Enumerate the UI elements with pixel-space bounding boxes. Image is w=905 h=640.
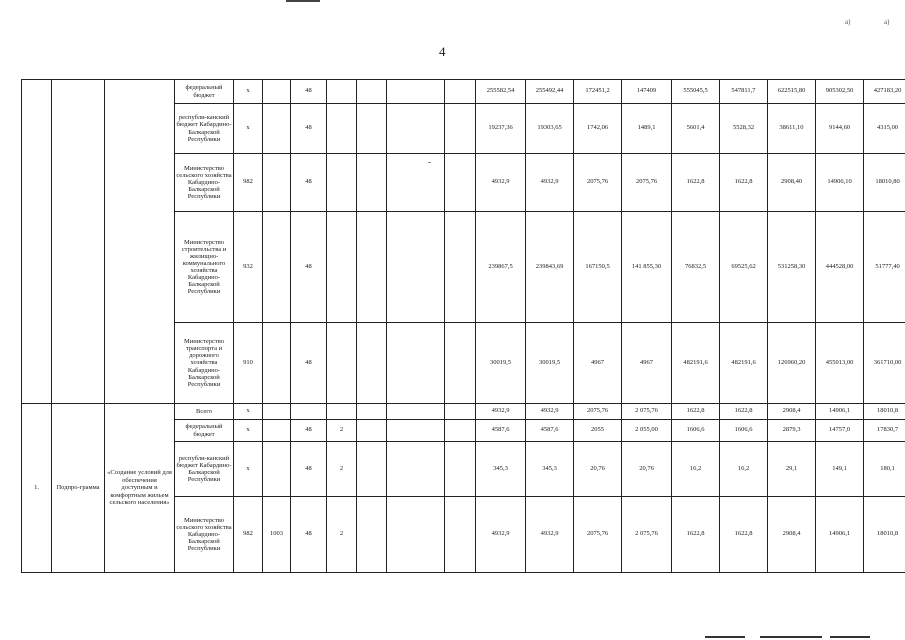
subcode-cell bbox=[263, 323, 291, 404]
section-cell: 48 bbox=[291, 80, 327, 104]
section-cell: 48 bbox=[291, 154, 327, 212]
code-cell: x bbox=[234, 80, 263, 104]
value-cell: 180,1 bbox=[864, 442, 905, 497]
corner-mark: a) bbox=[884, 18, 890, 26]
funding-source-label: республи-канский бюджет Кабардино-Балкарской Республики bbox=[175, 104, 234, 154]
value-cell: 4587,6 bbox=[476, 420, 526, 442]
value-cell: 1606,6 bbox=[672, 420, 720, 442]
code-cell: 910 bbox=[234, 323, 263, 404]
value-cell: 4932,9 bbox=[476, 154, 526, 212]
value-cell: 4587,6 bbox=[526, 420, 574, 442]
value-cell: 482191,6 bbox=[672, 323, 720, 404]
empty-cell bbox=[357, 104, 387, 154]
empty-cell bbox=[445, 420, 476, 442]
item-cell bbox=[327, 104, 357, 154]
item-cell bbox=[327, 404, 357, 420]
empty-cell bbox=[357, 323, 387, 404]
subcode-cell bbox=[263, 154, 291, 212]
empty-cell bbox=[387, 154, 445, 212]
value-cell: 2055 bbox=[574, 420, 622, 442]
value-cell: 1606,6 bbox=[720, 420, 768, 442]
value-cell: 141 855,30 bbox=[622, 212, 672, 323]
scan-artifact bbox=[760, 636, 822, 638]
subcode-cell: 1003 bbox=[263, 497, 291, 573]
value-cell: 17830,7 bbox=[864, 420, 905, 442]
item-cell bbox=[327, 323, 357, 404]
value-cell: 2 055,00 bbox=[622, 420, 672, 442]
item-cell: 2 bbox=[327, 442, 357, 497]
value-cell: 18010,8 bbox=[864, 497, 905, 573]
section-cell bbox=[291, 404, 327, 420]
value-cell: 555045,5 bbox=[672, 80, 720, 104]
empty-cell bbox=[357, 212, 387, 323]
value-cell: 345,3 bbox=[526, 442, 574, 497]
funding-source-label: федеральный бюджет bbox=[175, 80, 234, 104]
funding-source-label: республи-канский бюджет Кабардино-Балкарской Республики bbox=[175, 442, 234, 497]
empty-cell bbox=[445, 404, 476, 420]
scan-artifact bbox=[705, 636, 745, 638]
value-cell: 4967 bbox=[622, 323, 672, 404]
empty-cell bbox=[105, 80, 175, 404]
value-cell: 4932,9 bbox=[476, 497, 526, 573]
value-cell: 4315,00 bbox=[864, 104, 905, 154]
empty-cell bbox=[445, 154, 476, 212]
value-cell: 361710,00 bbox=[864, 323, 905, 404]
value-cell: 14757,0 bbox=[816, 420, 864, 442]
value-cell: 19303,65 bbox=[526, 104, 574, 154]
value-cell: 16,2 bbox=[720, 442, 768, 497]
value-cell: 4932,9 bbox=[526, 497, 574, 573]
scan-artifact bbox=[286, 0, 320, 2]
value-cell: 2879,3 bbox=[768, 420, 816, 442]
value-cell: 20,76 bbox=[622, 442, 672, 497]
value-cell: 14906,1 bbox=[816, 497, 864, 573]
section-cell: 48 bbox=[291, 442, 327, 497]
value-cell: 239843,69 bbox=[526, 212, 574, 323]
section-cell: 48 bbox=[291, 212, 327, 323]
value-cell: 1622,8 bbox=[672, 154, 720, 212]
empty-cell bbox=[387, 104, 445, 154]
value-cell: 149,1 bbox=[816, 442, 864, 497]
value-cell: 126960,20 bbox=[768, 323, 816, 404]
code-cell: x bbox=[234, 442, 263, 497]
value-cell: 2075,76 bbox=[574, 497, 622, 573]
section-cell: 48 bbox=[291, 497, 327, 573]
value-cell: 1742,06 bbox=[574, 104, 622, 154]
funding-source-label: Всего bbox=[175, 404, 234, 420]
value-cell: 14906,10 bbox=[816, 154, 864, 212]
value-cell: 427183,20 bbox=[864, 80, 905, 104]
value-cell: 2 075,76 bbox=[622, 404, 672, 420]
value-cell: 76832,5 bbox=[672, 212, 720, 323]
value-cell: 4967 bbox=[574, 323, 622, 404]
value-cell: 147409 bbox=[622, 80, 672, 104]
empty-cell bbox=[387, 404, 445, 420]
table-row bbox=[22, 404, 905, 420]
value-cell: 20,76 bbox=[574, 442, 622, 497]
empty-cell bbox=[445, 323, 476, 404]
empty-cell bbox=[357, 154, 387, 212]
value-cell: 5601,4 bbox=[672, 104, 720, 154]
value-cell: 69525,62 bbox=[720, 212, 768, 323]
funding-source-label: Министерство строительства и жилищно-коммунального хозяйства Кабардино-Балкарской Республики bbox=[175, 212, 234, 323]
value-cell: 38611,10 bbox=[768, 104, 816, 154]
empty-cell bbox=[387, 420, 445, 442]
empty-cell bbox=[445, 80, 476, 104]
empty-cell bbox=[445, 212, 476, 323]
value-cell: 2908,4 bbox=[768, 497, 816, 573]
empty-cell bbox=[445, 104, 476, 154]
value-cell: 4932,9 bbox=[526, 154, 574, 212]
funding-source-label: Министерство транспорта и дорожного хозяйства Кабардино-Балкарской Республики bbox=[175, 323, 234, 404]
subcode-cell bbox=[263, 80, 291, 104]
item-cell bbox=[327, 212, 357, 323]
value-cell: 1622,8 bbox=[720, 404, 768, 420]
table-row bbox=[22, 80, 905, 104]
empty-cell bbox=[357, 420, 387, 442]
value-cell: 905302,50 bbox=[816, 80, 864, 104]
page-number: 4 bbox=[439, 44, 446, 59]
row-number: 1. bbox=[22, 404, 52, 573]
item-cell bbox=[327, 154, 357, 212]
value-cell: 19237,36 bbox=[476, 104, 526, 154]
empty-cell bbox=[357, 404, 387, 420]
subcode-cell bbox=[263, 442, 291, 497]
empty-cell bbox=[445, 497, 476, 573]
code-cell: 982 bbox=[234, 154, 263, 212]
scan-artifact bbox=[428, 162, 431, 163]
code-cell: x bbox=[234, 104, 263, 154]
funding-source-label: федеральный бюджет bbox=[175, 420, 234, 442]
value-cell: 30019,5 bbox=[476, 323, 526, 404]
code-cell: x bbox=[234, 420, 263, 442]
section-cell: 48 bbox=[291, 420, 327, 442]
funding-source-label: Министерство сельского хозяйства Кабардино-Балкарской Республики bbox=[175, 154, 234, 212]
value-cell: 51777,40 bbox=[864, 212, 905, 323]
value-cell: 1622,8 bbox=[720, 154, 768, 212]
empty-cell bbox=[387, 212, 445, 323]
value-cell: 482191,6 bbox=[720, 323, 768, 404]
value-cell: 255492,44 bbox=[526, 80, 574, 104]
value-cell: 1622,8 bbox=[672, 404, 720, 420]
subcode-cell bbox=[263, 404, 291, 420]
subcode-cell bbox=[263, 212, 291, 323]
value-cell: 167150,5 bbox=[574, 212, 622, 323]
value-cell: 16,2 bbox=[672, 442, 720, 497]
empty-cell bbox=[357, 80, 387, 104]
scan-artifact bbox=[830, 636, 870, 638]
value-cell: 172451,2 bbox=[574, 80, 622, 104]
value-cell: 547811,7 bbox=[720, 80, 768, 104]
item-cell bbox=[327, 80, 357, 104]
subcode-cell bbox=[263, 104, 291, 154]
value-cell: 5528,32 bbox=[720, 104, 768, 154]
item-cell: 2 bbox=[327, 420, 357, 442]
value-cell: 2 075,76 bbox=[622, 497, 672, 573]
empty-cell bbox=[387, 323, 445, 404]
value-cell: 2908,4 bbox=[768, 404, 816, 420]
empty-cell bbox=[357, 442, 387, 497]
row-type: Подпро-грамма bbox=[52, 404, 105, 573]
empty-cell bbox=[357, 497, 387, 573]
value-cell: 455013,00 bbox=[816, 323, 864, 404]
budget-table bbox=[21, 79, 905, 573]
value-cell: 239867,5 bbox=[476, 212, 526, 323]
value-cell: 345,3 bbox=[476, 442, 526, 497]
value-cell: 14906,1 bbox=[816, 404, 864, 420]
empty-cell bbox=[387, 442, 445, 497]
code-cell: 982 bbox=[234, 497, 263, 573]
value-cell: 30019,5 bbox=[526, 323, 574, 404]
value-cell: 4932,9 bbox=[526, 404, 574, 420]
value-cell: 29,1 bbox=[768, 442, 816, 497]
value-cell: 444528,00 bbox=[816, 212, 864, 323]
empty-cell bbox=[387, 497, 445, 573]
empty-cell bbox=[22, 80, 52, 404]
value-cell: 2075,76 bbox=[574, 154, 622, 212]
value-cell: 18010,80 bbox=[864, 154, 905, 212]
subcode-cell bbox=[263, 420, 291, 442]
funding-source-label: Министерство сельского хозяйства Кабардино-Балкарской Республики bbox=[175, 497, 234, 573]
value-cell: 18010,8 bbox=[864, 404, 905, 420]
code-cell: 932 bbox=[234, 212, 263, 323]
value-cell: 1489,1 bbox=[622, 104, 672, 154]
section-cell: 48 bbox=[291, 323, 327, 404]
value-cell: 4932,9 bbox=[476, 404, 526, 420]
value-cell: 2075,76 bbox=[574, 404, 622, 420]
empty-cell bbox=[445, 442, 476, 497]
section-cell: 48 bbox=[291, 104, 327, 154]
empty-cell bbox=[52, 80, 105, 404]
value-cell: 1622,8 bbox=[720, 497, 768, 573]
value-cell: 2908,40 bbox=[768, 154, 816, 212]
value-cell: 255582,54 bbox=[476, 80, 526, 104]
value-cell: 9144,60 bbox=[816, 104, 864, 154]
value-cell: 622515,80 bbox=[768, 80, 816, 104]
empty-cell bbox=[387, 80, 445, 104]
value-cell: 2075,76 bbox=[622, 154, 672, 212]
value-cell: 531258,30 bbox=[768, 212, 816, 323]
value-cell: 1622,8 bbox=[672, 497, 720, 573]
item-cell: 2 bbox=[327, 497, 357, 573]
subprogram-title: «Создание условий для обеспечения доступным и комфортным жильем сельского населения» bbox=[105, 404, 175, 573]
corner-mark: a) bbox=[845, 18, 851, 26]
code-cell: x bbox=[234, 404, 263, 420]
